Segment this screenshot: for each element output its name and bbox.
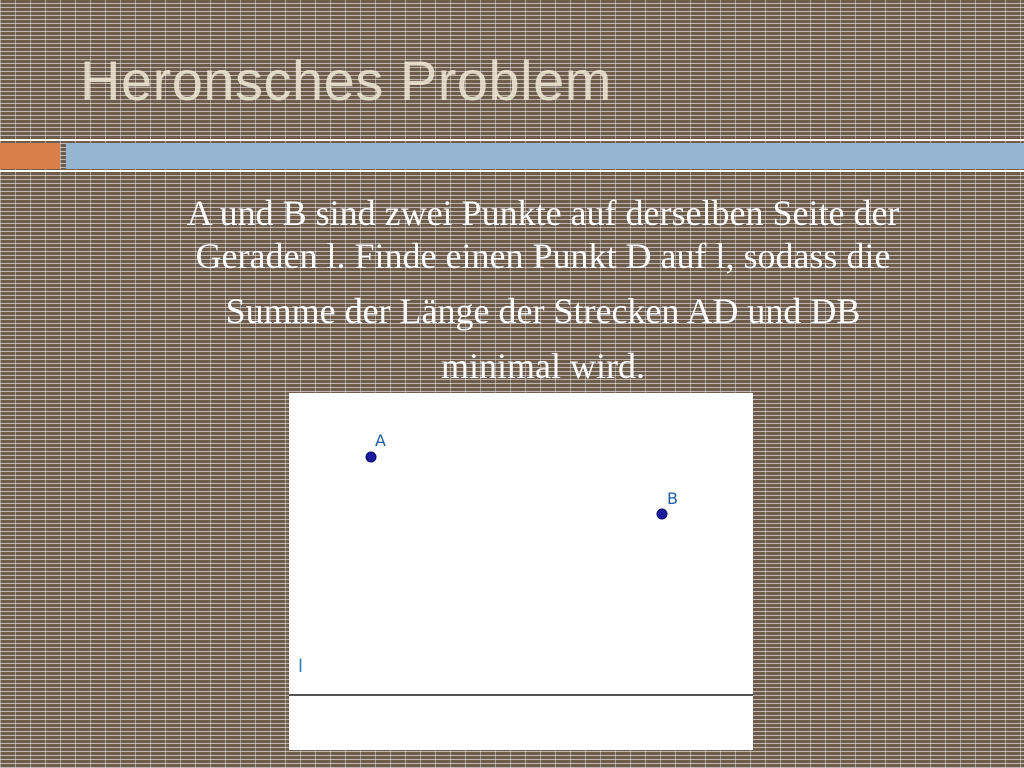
accent-bar xyxy=(0,143,60,169)
header-bar xyxy=(66,143,1024,169)
divider-top xyxy=(0,139,1024,141)
slide-title: Heronsches Problem xyxy=(80,49,612,112)
point-b[interactable] xyxy=(657,509,667,519)
problem-line-1: A und B sind zwei Punkte auf derselben Seite der xyxy=(186,193,900,233)
problem-statement xyxy=(100,192,986,388)
line-l-label: l xyxy=(298,656,304,677)
divider-bottom xyxy=(0,170,1024,172)
point-a-label: A xyxy=(375,431,386,450)
problem-line-2: Geraden l. Finde einen Punkt D auf l, sodass die xyxy=(195,236,891,276)
geometry-figure xyxy=(289,393,753,750)
point-b-label: B xyxy=(667,489,678,508)
problem-line-4: minimal wird. xyxy=(441,346,645,386)
geometry-canvas xyxy=(289,393,753,750)
problem-line-3: Summe der Länge der Strecken AD und DB xyxy=(225,291,861,331)
point-a[interactable] xyxy=(366,452,376,462)
